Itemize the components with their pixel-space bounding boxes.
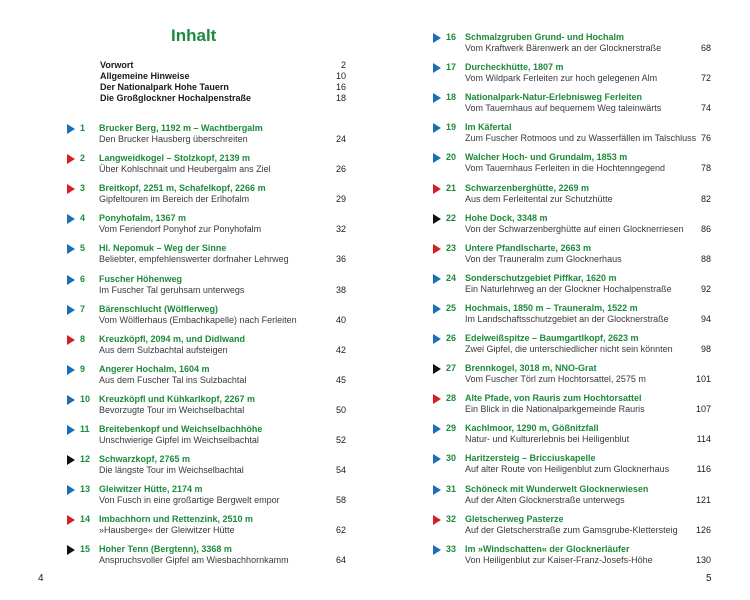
- tour-page: 32: [335, 224, 346, 235]
- tour-title: Fuscher Höhenweg: [99, 273, 183, 284]
- intro-item: [100, 71, 346, 82]
- tour-entry[interactable]: [433, 60, 711, 86]
- tour-subtitle: »Hausberge« der Gleiwitzer Hütte: [99, 525, 235, 536]
- tour-subtitle: Im Landschaftsschutzgebiet an der Glocknerstraße: [465, 313, 669, 324]
- tour-title: Schwarzkopf, 2765 m: [99, 454, 191, 465]
- difficulty-triangle-icon: [433, 63, 441, 73]
- tour-title: Breitebenkopf und Weichselbachhöhe: [99, 424, 263, 434]
- tour-entry[interactable]: [433, 301, 711, 327]
- tour-page: 82: [700, 193, 711, 204]
- tour-title: Kreuzköpfl und Kühkarlkopf, 2267 m: [99, 393, 256, 404]
- tour-number: 3: [80, 183, 86, 194]
- tour-page: 107: [695, 404, 711, 415]
- tour-page: 54: [335, 465, 346, 476]
- tour-number: 7: [80, 303, 86, 314]
- difficulty-triangle-icon: [67, 335, 75, 345]
- difficulty-triangle-icon: [67, 305, 75, 315]
- difficulty-triangle-icon: [433, 424, 441, 434]
- difficulty-triangle-icon: [433, 274, 441, 284]
- tour-entry[interactable]: [67, 241, 346, 267]
- tour-number: 10: [80, 393, 91, 404]
- tour-subtitle: Unschwierige Gipfel im Weichselbachtal: [99, 435, 259, 445]
- tour-subtitle: Vom Kraftwerk Bärenwerk an der Glocknerstraße: [465, 43, 662, 53]
- tour-entry[interactable]: [433, 181, 711, 207]
- tour-subtitle: Die längste Tour im Weichselbachtal: [99, 465, 244, 476]
- tour-subtitle: Vom Wildpark Ferleiten zur hoch gelegenen Alm: [465, 73, 658, 84]
- tour-page: 92: [700, 283, 711, 294]
- tour-subtitle: Ein Blick in die Nationalparkgemeinde Rauris: [465, 404, 645, 415]
- tour-page: 58: [335, 495, 346, 506]
- tour-title: Hohe Dock, 3348 m: [465, 212, 548, 223]
- tour-title: Im »Windschatten« der Glocknerläufer: [465, 543, 630, 554]
- tour-number: 32: [446, 513, 457, 524]
- difficulty-triangle-icon: [433, 515, 441, 525]
- tour-subtitle: Von Fusch in eine großartige Bergwelt empor: [99, 495, 280, 506]
- tour-number: 30: [446, 453, 457, 464]
- tour-title: Im Käfertal: [465, 122, 512, 133]
- tour-subtitle: Von der Schwarzenberghütte auf einen Glocknerriesen: [465, 223, 684, 234]
- tour-subtitle: Vom Fuscher Törl zum Hochtorsattel, 2575 m: [465, 374, 646, 385]
- tour-page: 72: [700, 73, 711, 84]
- difficulty-triangle-icon: [67, 214, 75, 224]
- right-page: [375, 0, 750, 600]
- tour-number: 1: [80, 123, 86, 133]
- tour-number: 29: [446, 423, 457, 434]
- tour-number: 31: [446, 483, 457, 494]
- tour-page: 98: [700, 344, 711, 354]
- intro-label: Die Großglockner Hochalpenstraße: [100, 93, 252, 103]
- intro-page: 10: [335, 71, 346, 81]
- intro-list: [100, 60, 346, 104]
- tour-title: Gletscherweg Pasterze: [465, 513, 564, 524]
- tour-page: 121: [695, 494, 711, 505]
- tour-title: Imbachhorn und Rettenzink, 2510 m: [99, 514, 254, 525]
- tour-subtitle: Den Brucker Hausberg überschreiten: [99, 134, 248, 144]
- tour-entry[interactable]: [67, 542, 346, 568]
- tour-title: Walcher Hoch- und Grundalm, 1853 m: [465, 152, 628, 163]
- tour-entry[interactable]: [67, 452, 346, 478]
- tour-entry[interactable]: [433, 482, 711, 508]
- tour-number: 4: [80, 213, 86, 224]
- tour-entry[interactable]: [433, 120, 711, 146]
- difficulty-triangle-icon: [433, 153, 441, 163]
- tour-number: 13: [80, 484, 91, 495]
- tour-title: Ponyhofalm, 1367 m: [99, 213, 187, 224]
- tour-page: 40: [335, 314, 346, 325]
- difficulty-triangle-icon: [67, 425, 75, 435]
- tour-page: 86: [700, 223, 711, 234]
- tour-title: Haritzersteig – Bricciuskapelle: [465, 453, 596, 464]
- tour-title: Bärenschlucht (Wölflerweg): [99, 303, 219, 314]
- difficulty-triangle-icon: [67, 545, 75, 555]
- tour-number: 6: [80, 273, 86, 284]
- difficulty-triangle-icon: [433, 214, 441, 224]
- tour-number: 33: [446, 543, 457, 554]
- tour-number: 5: [80, 243, 86, 254]
- tour-page: 64: [335, 555, 346, 566]
- tour-title: Brennkogel, 3018 m, NNO-Grat: [465, 363, 597, 374]
- tour-number: 15: [80, 544, 91, 555]
- tour-number: 2: [80, 153, 86, 164]
- difficulty-triangle-icon: [433, 123, 441, 133]
- tour-title: Sonderschutzgebiet Piffkar, 1620 m: [465, 272, 617, 283]
- tour-title: Angerer Hochalm, 1604 m: [99, 363, 210, 374]
- difficulty-triangle-icon: [67, 395, 75, 405]
- tour-entry[interactable]: [67, 332, 346, 358]
- tour-subtitle: Auf der Gletscherstraße zum Gamsgrube-Klettersteig: [465, 524, 678, 535]
- tour-entry[interactable]: [67, 392, 346, 418]
- tour-subtitle: Von Heiligenblut zur Kaiser-Franz-Josefs-Höhe: [465, 554, 653, 565]
- tour-number: 9: [80, 363, 86, 374]
- tour-number: 24: [446, 272, 457, 283]
- tour-entry[interactable]: [67, 362, 346, 388]
- difficulty-triangle-icon: [433, 485, 441, 495]
- difficulty-triangle-icon: [67, 515, 75, 525]
- difficulty-triangle-icon: [433, 454, 441, 464]
- difficulty-triangle-icon: [433, 33, 441, 43]
- tour-subtitle: Gipfeltouren im Bereich der Erlhofalm: [99, 194, 250, 205]
- tour-page: 26: [335, 164, 346, 175]
- tour-subtitle: Aus dem Ferleitental zur Schutzhütte: [465, 193, 613, 204]
- difficulty-triangle-icon: [433, 184, 441, 194]
- tour-title: Nationalpark-Natur-Erlebnisweg Ferleiten: [465, 92, 643, 103]
- tour-page: 94: [700, 313, 711, 324]
- tour-page: 101: [695, 374, 711, 385]
- tour-number: 23: [446, 242, 457, 253]
- difficulty-triangle-icon: [433, 244, 441, 254]
- tour-entry[interactable]: [433, 542, 711, 568]
- difficulty-triangle-icon: [67, 275, 75, 285]
- tour-number: 12: [80, 454, 91, 465]
- intro-label: Vorwort: [100, 60, 134, 70]
- difficulty-triangle-icon: [67, 184, 75, 194]
- tour-page: 50: [335, 404, 346, 415]
- tour-title: Langweidkogel – Stolzkopf, 2139 m: [99, 153, 251, 164]
- tour-entry[interactable]: [67, 302, 346, 328]
- tour-entry[interactable]: [433, 361, 711, 387]
- tour-title: Breitkopf, 2251 m, Schafelkopf, 2266 m: [99, 183, 266, 194]
- tour-subtitle: Zwei Gipfel, die unterschiedlicher nicht sein könnten: [465, 344, 673, 354]
- tour-page: 38: [335, 284, 346, 295]
- tour-subtitle: Beliebter, empfehlenswerter dorfnaher Lehrweg: [99, 254, 289, 265]
- tour-number: 18: [446, 92, 457, 103]
- tour-subtitle: Vom Wölflerhaus (Embachkapelle) nach Ferleiten: [99, 314, 297, 325]
- tour-page: 36: [335, 254, 346, 265]
- tour-title: Gleiwitzer Hütte, 2174 m: [99, 484, 203, 495]
- page-number: 4: [38, 573, 44, 584]
- tour-title: Kreuzköpfl, 2094 m, und Didlwand: [99, 333, 246, 344]
- tour-page: 116: [696, 464, 711, 475]
- tour-subtitle: Anspruchsvoller Gipfel am Wiesbachhornkamm: [99, 555, 289, 566]
- tour-number: 27: [446, 363, 457, 374]
- tour-page: 88: [700, 253, 711, 264]
- tour-title: Schwarzenberghütte, 2269 m: [465, 182, 590, 193]
- tour-subtitle: Ein Naturlehrweg an der Glockner Hochalpenstraße: [465, 283, 672, 294]
- tour-entry[interactable]: [433, 331, 711, 357]
- tour-entry[interactable]: [67, 512, 346, 538]
- tour-title: Untere Pfandlscharte, 2663 m: [465, 242, 592, 253]
- tour-page: 68: [700, 43, 711, 53]
- tour-title: Hoher Tenn (Bergtenn), 3368 m: [99, 544, 232, 555]
- tour-title: Hl. Nepomuk – Weg der Sinne: [99, 243, 227, 254]
- tour-entry[interactable]: [433, 421, 711, 447]
- tour-title: Schmalzgruben Grund- und Hochalm: [465, 32, 625, 42]
- tour-page: 74: [700, 103, 711, 114]
- intro-label: Der Nationalpark Hohe Tauern: [100, 82, 229, 92]
- tour-number: 21: [446, 182, 457, 193]
- tour-entry[interactable]: [67, 121, 346, 147]
- tour-entry[interactable]: [67, 151, 346, 177]
- tour-subtitle: Bevorzugte Tour im Weichselbachtal: [99, 404, 245, 415]
- tour-entry[interactable]: [433, 512, 711, 538]
- tour-number: 20: [446, 152, 457, 163]
- tour-number: 11: [80, 424, 90, 434]
- tour-entry[interactable]: [67, 211, 346, 237]
- tour-page: 42: [335, 344, 346, 355]
- tour-subtitle: Auf der Alten Glocknerstraße unterwegs: [465, 494, 625, 505]
- tour-number: 14: [80, 514, 91, 525]
- tour-title: Kachlmoor, 1290 m, Gößnitzfall: [465, 423, 599, 434]
- tour-entry[interactable]: [67, 482, 346, 508]
- difficulty-triangle-icon: [67, 365, 75, 375]
- tour-subtitle: Aus dem Fuscher Tal ins Sulzbachtal: [99, 374, 247, 385]
- tour-page: 78: [700, 163, 711, 174]
- tour-entry[interactable]: [67, 422, 346, 448]
- tour-title: Alte Pfade, von Rauris zum Hochtorsattel: [465, 393, 642, 404]
- tour-subtitle: Vom Feriendorf Ponyhof zur Ponyhofalm: [99, 224, 262, 235]
- difficulty-triangle-icon: [433, 334, 441, 344]
- difficulty-triangle-icon: [67, 154, 75, 164]
- toc-title: Inhalt: [171, 26, 217, 45]
- difficulty-triangle-icon: [67, 455, 75, 465]
- tour-page: 24: [335, 134, 346, 144]
- tour-number: 22: [446, 212, 457, 223]
- tour-number: 17: [446, 62, 457, 73]
- tour-title: Hochmais, 1850 m – Trauneralm, 1522 m: [465, 302, 638, 313]
- intro-label: Allgemeine Hinweise: [100, 71, 190, 81]
- tour-subtitle: Im Fuscher Tal geruhsam unterwegs: [99, 284, 245, 295]
- difficulty-triangle-icon: [67, 485, 75, 495]
- tour-entry[interactable]: [433, 241, 711, 267]
- tour-title: Schöneck mit Wunderwelt Glocknerwiesen: [465, 483, 649, 494]
- tour-subtitle: Zum Fuscher Rotmoos und zu Wasserfällen im Talschluss: [465, 133, 697, 144]
- tour-subtitle: Vom Tauernhaus Ferleiten in die Hochtenngegend: [465, 163, 665, 174]
- tour-number: 25: [446, 302, 457, 313]
- page-number: 5: [706, 573, 712, 584]
- tour-subtitle: Von der Trauneralm zum Glocknerhaus: [465, 253, 622, 264]
- tour-entry[interactable]: [433, 271, 711, 297]
- tour-entry[interactable]: [433, 211, 711, 237]
- tour-entry[interactable]: [433, 30, 711, 56]
- tour-title: Durcheckhütte, 1807 m: [465, 62, 564, 73]
- intro-page: 16: [335, 82, 346, 92]
- intro-item: [100, 60, 346, 71]
- difficulty-triangle-icon: [433, 304, 441, 314]
- tour-number: 19: [446, 122, 457, 133]
- tour-number: 16: [446, 32, 457, 42]
- tour-subtitle: Über Kohlschnait und Heubergalm ans Ziel: [99, 164, 271, 175]
- intro-item: [100, 93, 346, 104]
- tour-subtitle: Auf alter Route von Heiligenblut zum Glocknerhaus: [465, 464, 670, 475]
- tour-page: 45: [335, 374, 346, 385]
- tour-number: 26: [446, 333, 457, 343]
- difficulty-triangle-icon: [433, 364, 441, 374]
- tour-page: 114: [696, 434, 711, 445]
- intro-item: [100, 82, 346, 93]
- tour-page: 62: [335, 525, 346, 536]
- tour-number: 28: [446, 393, 457, 404]
- tour-page: 52: [335, 435, 346, 445]
- tour-entry[interactable]: [67, 181, 346, 207]
- tour-entry[interactable]: [67, 272, 346, 298]
- tour-page: 76: [700, 133, 711, 144]
- tour-entry[interactable]: [433, 391, 711, 417]
- tour-entry[interactable]: [433, 150, 711, 176]
- tour-title: Brucker Berg, 1192 m – Wachtbergalm: [99, 123, 263, 133]
- difficulty-triangle-icon: [433, 93, 441, 103]
- difficulty-triangle-icon: [67, 244, 75, 254]
- tour-subtitle: Vom Tauernhaus auf bequemem Weg taleinwärts: [465, 103, 662, 114]
- tour-page: 130: [695, 554, 711, 565]
- difficulty-triangle-icon: [433, 394, 441, 404]
- difficulty-triangle-icon: [433, 545, 441, 555]
- intro-page: 18: [335, 93, 346, 103]
- difficulty-triangle-icon: [67, 124, 75, 134]
- tour-subtitle: Aus dem Sulzbachtal aufsteigen: [99, 344, 228, 355]
- tour-page: 126: [695, 524, 711, 535]
- tour-subtitle: Natur- und Kulturerlebnis bei Heiligenblut: [465, 434, 630, 445]
- tour-entry[interactable]: [433, 90, 711, 116]
- tour-entry[interactable]: [433, 451, 711, 477]
- tour-title: Edelweißspitze – Baumgartlkopf, 2623 m: [465, 333, 639, 343]
- tour-page: 29: [335, 194, 346, 205]
- intro-page: 2: [340, 60, 346, 70]
- tour-number: 8: [80, 333, 86, 344]
